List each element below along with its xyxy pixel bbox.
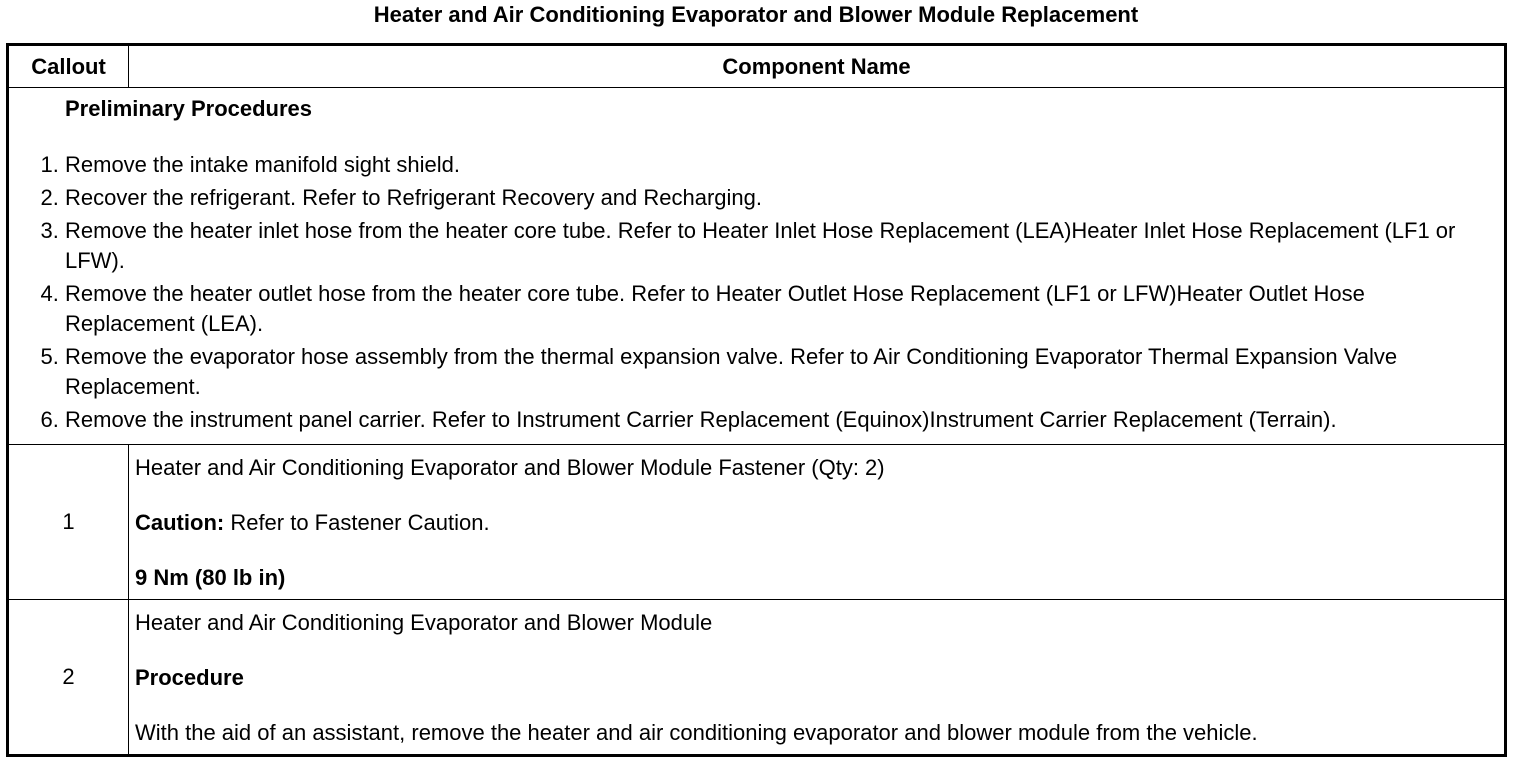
component-name: Heater and Air Conditioning Evaporator and Blower Module Fastener (Qty: 2) bbox=[135, 455, 885, 480]
table-row bbox=[8, 445, 1506, 600]
procedure-table bbox=[6, 43, 1507, 757]
preliminary-step: 5. Remove the evaporator hose assembly from the thermal expansion valve. Refer to Air Conditioning Evaporator Thermal Expansion Valve Replacement. bbox=[65, 342, 1484, 402]
preliminary-step: 2. Recover the refrigerant. Refer to Refrigerant Recovery and Recharging. bbox=[65, 183, 1484, 213]
preliminary-step: 4. Remove the heater outlet hose from the heater core tube. Refer to Heater Outlet Hose Replacement (LF1 or LFW)Heater Outlet Hose Replacement (LEA). bbox=[65, 279, 1484, 339]
preliminary-steps-list bbox=[28, 150, 1484, 435]
callout-number: 2 bbox=[8, 600, 129, 756]
preliminary-procedures-heading: Preliminary Procedures bbox=[65, 96, 313, 121]
procedure-text: With the aid of an assistant, remove the heater and air conditioning evaporator and blower module from the vehicle. bbox=[135, 720, 1258, 745]
caution-note bbox=[135, 508, 1496, 538]
preliminary-step: 1. Remove the intake manifold sight shield. bbox=[65, 150, 1484, 180]
document-title: Heater and Air Conditioning Evaporator and Blower Module Replacement bbox=[373, 2, 1139, 27]
component-name: Heater and Air Conditioning Evaporator and Blower Module bbox=[135, 610, 713, 635]
callout-column-header: Callout bbox=[8, 45, 129, 88]
torque-spec: 9 Nm (80 lb in) bbox=[135, 565, 286, 590]
procedure-label: Procedure bbox=[135, 665, 244, 690]
preliminary-procedures-row bbox=[8, 88, 1506, 445]
component-name-column-header: Component Name bbox=[129, 45, 1506, 88]
caution-text: Refer to Fastener Caution. bbox=[224, 510, 490, 535]
preliminary-step: 3. Remove the heater inlet hose from the heater core tube. Refer to Heater Inlet Hose Replacement (LEA)Heater Inlet Hose Replacement (LF1 or LFW). bbox=[65, 216, 1484, 276]
preliminary-step: 6. Remove the instrument panel carrier. Refer to Instrument Carrier Replacement (Equinox)Instrument Carrier Replacement (Terrain). bbox=[65, 405, 1484, 435]
component-cell bbox=[129, 600, 1506, 756]
table-row bbox=[8, 600, 1506, 756]
caution-label: Caution: bbox=[135, 510, 225, 535]
table-header-row bbox=[8, 45, 1506, 88]
callout-number: 1 bbox=[8, 445, 129, 600]
preliminary-procedures-cell bbox=[8, 88, 1506, 445]
component-cell bbox=[129, 445, 1506, 600]
